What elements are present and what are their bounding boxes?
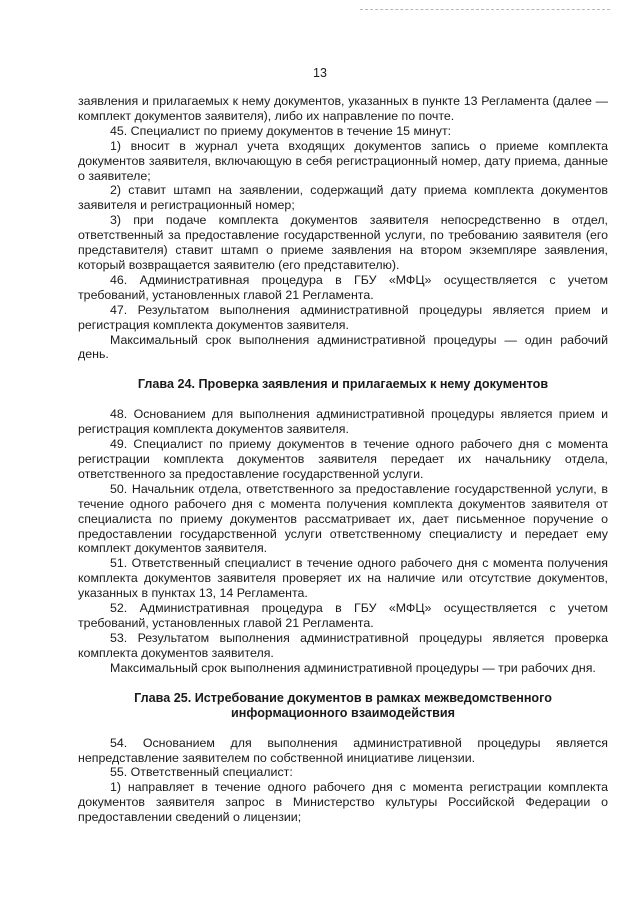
page-number: 13 — [313, 66, 327, 80]
paragraph-51: 51. Ответственный специалист в течение одного рабочего дня с момента получения комплекта документов заявителя проверяет их на наличие или отсутствие документов, указанных в пунктах 13, 14 Регламента. — [78, 556, 608, 601]
paragraph-55: 55. Ответственный специалист: — [110, 765, 293, 780]
paragraph-50: 50. Начальник отдела, ответственного за предоставление государственной услуги, в течение одного рабочего дня с момента получения комплекта документов заявителя от специалиста по приему документов рассматривает их, дает письменное поручение о предоставлении государственной услуги ответственному специалисту и передает ему комплект документов заявителя. — [78, 481, 608, 556]
document-body — [78, 94, 608, 825]
spacer — [78, 721, 608, 736]
spacer — [78, 392, 608, 407]
chapter-24-title: Глава 24. Проверка заявления и прилагаемых к нему документов — [137, 377, 549, 392]
paragraph-45-2: 2) ставит штамп на заявлении, содержащий дату приема комплекта документов заявителя и регистрационный номер; — [78, 183, 608, 213]
paragraph-49: 49. Специалист по приему документов в течение одного рабочего дня с момента регистрации комплекта документов заявителя передает их начальнику отдела, ответственного за предоставление государственной услуги. — [78, 437, 608, 481]
paragraph-46: 46. Административная процедура в ГБУ «МФЦ» осуществляется с учетом требований, установленных главой 21 Регламента. — [78, 272, 608, 302]
paragraph-45: 45. Специалист по приему документов в течение 15 минут: — [110, 123, 452, 138]
spacer — [78, 676, 608, 691]
paragraph-55-1: 1) направляет в течение одного рабочего дня с момента регистрации комплекта документов заявителя запрос в Министерство культуры Российской Федерации о предоставлении сведений о лицензии; — [78, 780, 608, 825]
paragraph-47: 47. Результатом выполнения административной процедуры является прием и регистрация комплекта документов заявителя. — [78, 302, 608, 332]
paragraph-54: 54. Основанием для выполнения административной процедуры является непредставление заявителем по собственной инициативе лицензии. — [78, 735, 608, 765]
paragraph-52: 52. Административная процедура в ГБУ «МФЦ» осуществляется с учетом требований, установленных главой 21 Регламента. — [78, 601, 608, 630]
spacer — [78, 362, 608, 377]
scan-artifact — [360, 9, 610, 11]
chapter-25-title-line-2: информационного взаимодействия — [231, 705, 455, 720]
paragraph: заявления и прилагаемых к нему документов, указанных в пункте 13 Регламента (далее — комплект документов заявителя), либо их направление по почте. — [78, 94, 608, 123]
paragraph-47-max-term: Максимальный срок выполнения административной процедуры — один рабочий день. — [78, 332, 608, 362]
paragraph-48: 48. Основанием для выполнения административной процедуры является прием и регистрация комплекта документов заявителя. — [78, 407, 608, 437]
paragraph-45-1: 1) вносит в журнал учета входящих документов запись о приеме комплекта документов заявителя, включающую в себя регистрационный номер, дату приема, данные о заявителе; — [78, 138, 608, 183]
paragraph-53: 53. Результатом выполнения административной процедуры является проверка комплекта документов заявителя. — [78, 630, 608, 660]
paragraph-45-3: 3) при подаче комплекта документов заявителя непосредственно в отдел, ответственный за предоставление государственной услуги, по требованию заявителя (его представителя) ставит штамп о приеме заявления на втором экземпляре заявления, который возвращается заявителю (его представителю). — [78, 213, 608, 272]
paragraph-53-max-term: Максимальный срок выполнения административной процедуры — три рабочих дня. — [110, 660, 596, 675]
chapter-25-title-line-1: Глава 25. Истребование документов в рамках межведомственного — [134, 690, 552, 705]
